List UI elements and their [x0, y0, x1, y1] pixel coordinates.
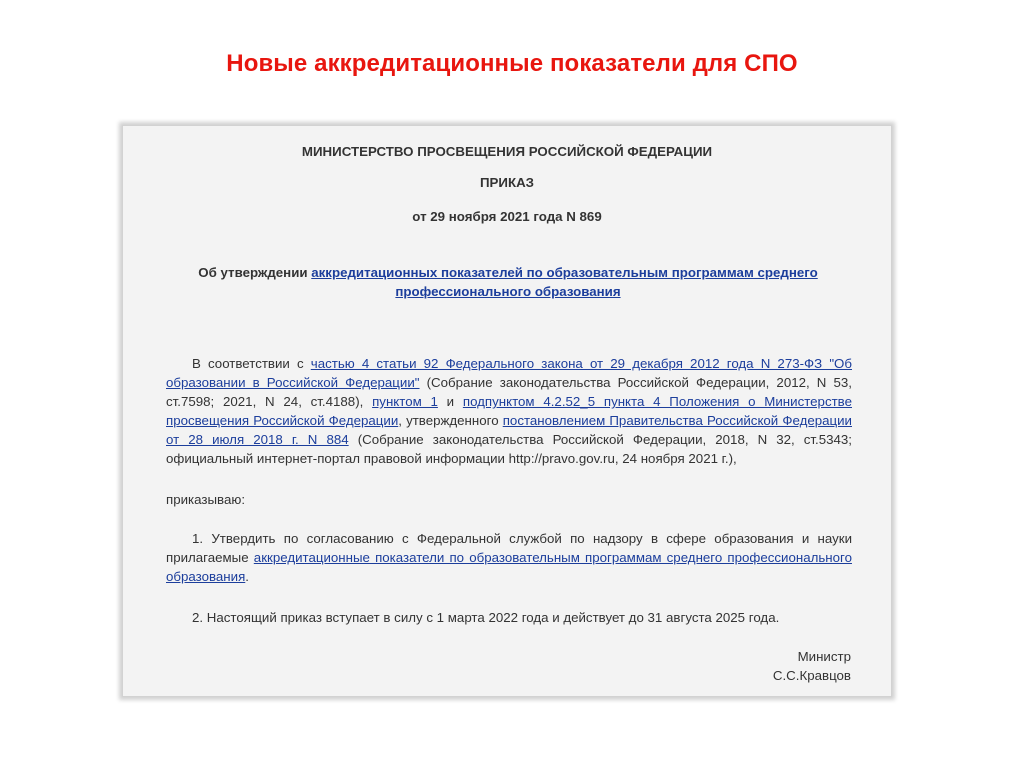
law-link[interactable]: частью 4 статьи 92 Федерального закона от 29 декабря 2012 года N 273-ФЗ "Об образовании в Российской Федерации"	[166, 356, 852, 390]
p1-text-3: и	[437, 394, 463, 409]
p1-text-2: (Собрание законодательства Российской Федерации, 2012, N 53, ст.7598; 2021, N 24, ст.4188),	[166, 375, 853, 409]
paragraph-item-1	[166, 529, 852, 586]
p2-text-2: .	[245, 569, 249, 584]
indicators-link[interactable]: аккредитационные показатели по образовательным программам среднего профессионального образования	[166, 550, 852, 584]
p2-text-1: 1. Утвердить по согласованию с Федеральной службой по надзору в сфере образования и науки прилагаемые	[166, 531, 852, 565]
subject-prefix: Об утверждении	[198, 265, 312, 280]
resolution-link[interactable]: постановлением Правительства Российской Федерации от 28 июля 2018 г. N 884	[166, 413, 852, 447]
subject-link[interactable]: аккредитационных показателей по образовательным программам среднего профессионального образования	[311, 265, 818, 299]
p1-text-5: (Собрание законодательства Российской Федерации, 2018, N 32, ст.5343; официальный интернет-портал правовой информации http://pravo.gov.ru, 24 ноября 2021 г.),	[166, 432, 852, 466]
document-date: от 29 ноября 2021 года N 869	[412, 209, 602, 224]
document-subject	[183, 263, 833, 301]
point-1-link[interactable]: пунктом 1	[372, 394, 438, 409]
regulation-link[interactable]: подпунктом 4.2.52_5 пункта 4 Положения о Министерстве просвещения Российской Федерации	[166, 394, 852, 428]
p1-text-1: В соответствии с	[192, 356, 311, 371]
p1-text-4: , утвержденного	[398, 413, 503, 428]
ministry-heading: МИНИСТЕРСТВО ПРОСВЕЩЕНИЯ РОССИЙСКОЙ ФЕДЕРАЦИИ	[301, 144, 713, 159]
slide-title: Новые аккредитационные показатели для СПО	[226, 50, 798, 77]
paragraph-basis	[166, 354, 852, 468]
paragraph-item-2: 2. Настоящий приказ вступает в силу с 1 марта 2022 года и действует до 31 августа 2025 года.	[192, 610, 780, 625]
signature-title: Министр	[797, 649, 851, 664]
order-word: приказываю:	[166, 492, 246, 507]
document-image	[122, 125, 892, 697]
document-type: ПРИКАЗ	[479, 175, 535, 190]
signature-name: С.С.Кравцов	[772, 668, 851, 683]
